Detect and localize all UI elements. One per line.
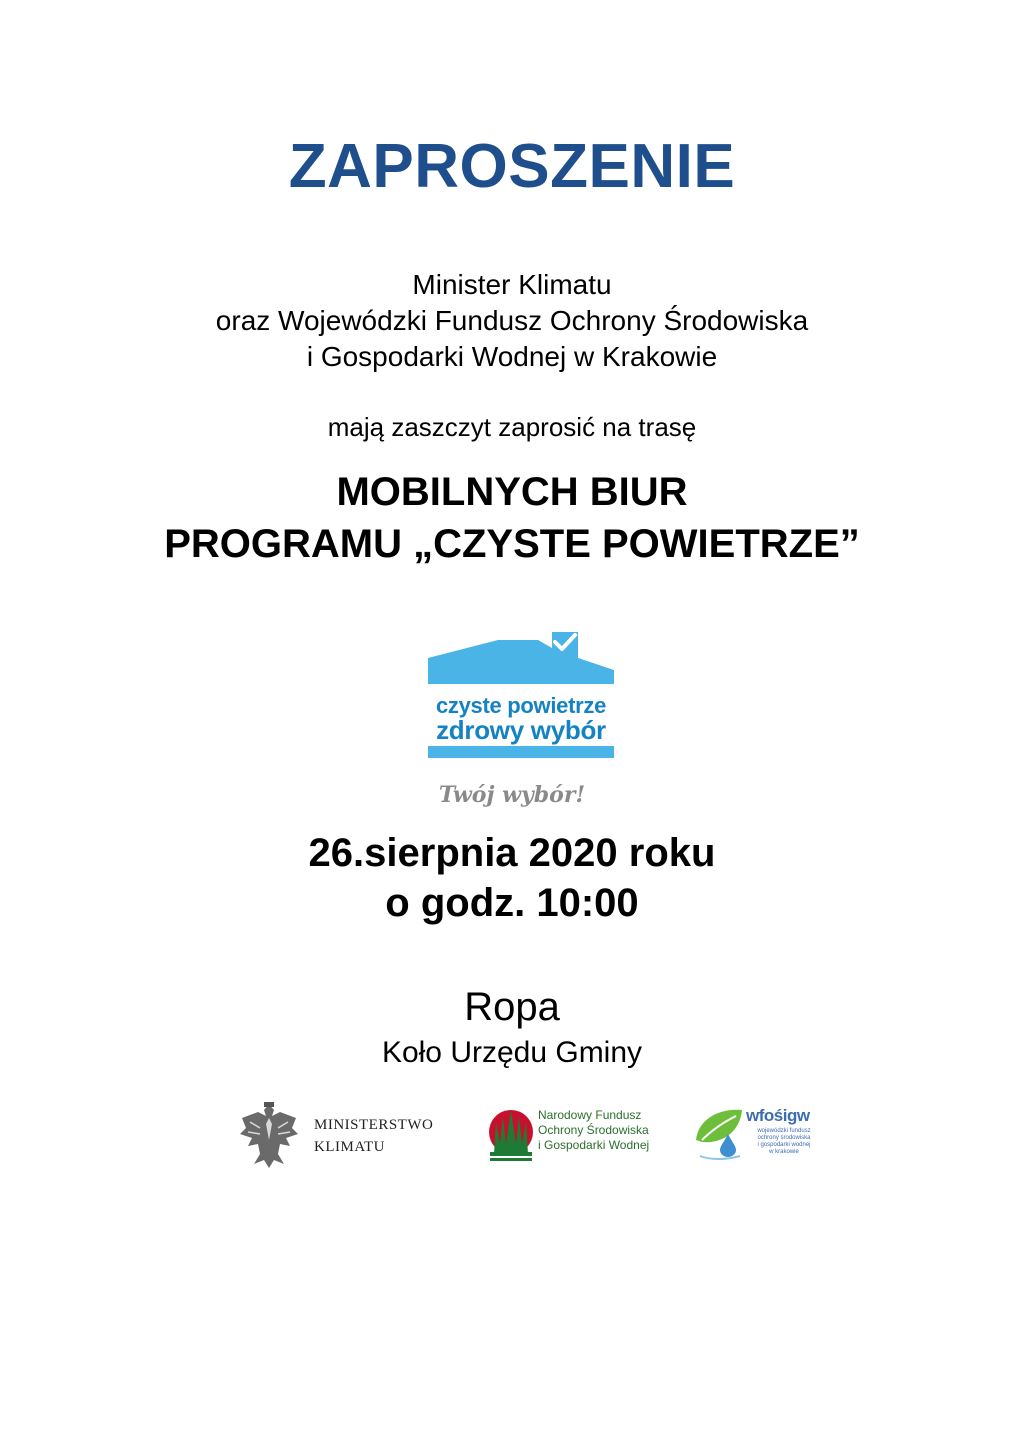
logo-text-line-2: zdrowy wybór	[436, 715, 606, 745]
program-line-1: MOBILNYCH BIUR	[336, 470, 688, 514]
event-time: o godz. 10:00	[385, 881, 639, 925]
wfosigw-sub-2: ochrony środowiska	[757, 1135, 811, 1141]
organizer-line-1: Minister Klimatu	[412, 269, 612, 300]
program-line-2: PROGRAMU „CZYSTE POWIETRZE”	[164, 522, 860, 566]
page-title: ZAPROSZENIE	[288, 132, 736, 201]
wfosigw-sub-3: i gospodarki wodnej	[757, 1142, 811, 1148]
ministry-name-line-1: MINISTERSTWO	[314, 1117, 434, 1133]
event-place: Ropa	[464, 985, 560, 1029]
eagle-emblem-icon	[236, 1100, 302, 1170]
wfosigw-name: wfośigw	[746, 1106, 810, 1125]
organizers	[0, 267, 1024, 375]
partner-nfosigw	[486, 1102, 676, 1168]
partner-wfosigw	[692, 1104, 822, 1166]
organizer-line-3: i Gospodarki Wodnej w Krakowie	[306, 341, 718, 372]
wfosigw-subtitle	[748, 1128, 820, 1156]
nfosigw-emblem-icon	[486, 1104, 536, 1164]
event-date: 26.sierpnia 2020 roku	[308, 831, 716, 875]
nfosigw-name-line-2: Ochrony Środowiska	[538, 1123, 649, 1137]
leaf-drop-icon	[692, 1104, 746, 1160]
logo-tagline: Twój wybór!	[438, 782, 586, 808]
nfosigw-name-line-3: i Gospodarki Wodnej	[538, 1138, 650, 1152]
logo-text-line-1: czyste powietrze	[435, 693, 607, 718]
event-place-detail: Koło Urzędu Gminy	[381, 1036, 643, 1069]
wfosigw-sub-4: w krakowie	[769, 1149, 799, 1155]
nfosigw-name-line-1: Narodowy Fundusz	[538, 1108, 642, 1122]
event-datetime	[0, 828, 1024, 928]
nfosigw-name	[538, 1108, 649, 1153]
ministry-name-line-2: KLIMATU	[314, 1139, 385, 1155]
program-name	[0, 466, 1024, 570]
partner-ministry	[236, 1100, 456, 1172]
ministry-name	[314, 1114, 433, 1158]
invite-text: mają zaszczyt zaprosić na trasę	[327, 412, 697, 442]
wfosigw-sub-1: wojewódzki fundusz	[757, 1128, 811, 1134]
organizer-line-2: oraz Wojewódzki Fundusz Ochrony Środowiska	[215, 305, 809, 336]
